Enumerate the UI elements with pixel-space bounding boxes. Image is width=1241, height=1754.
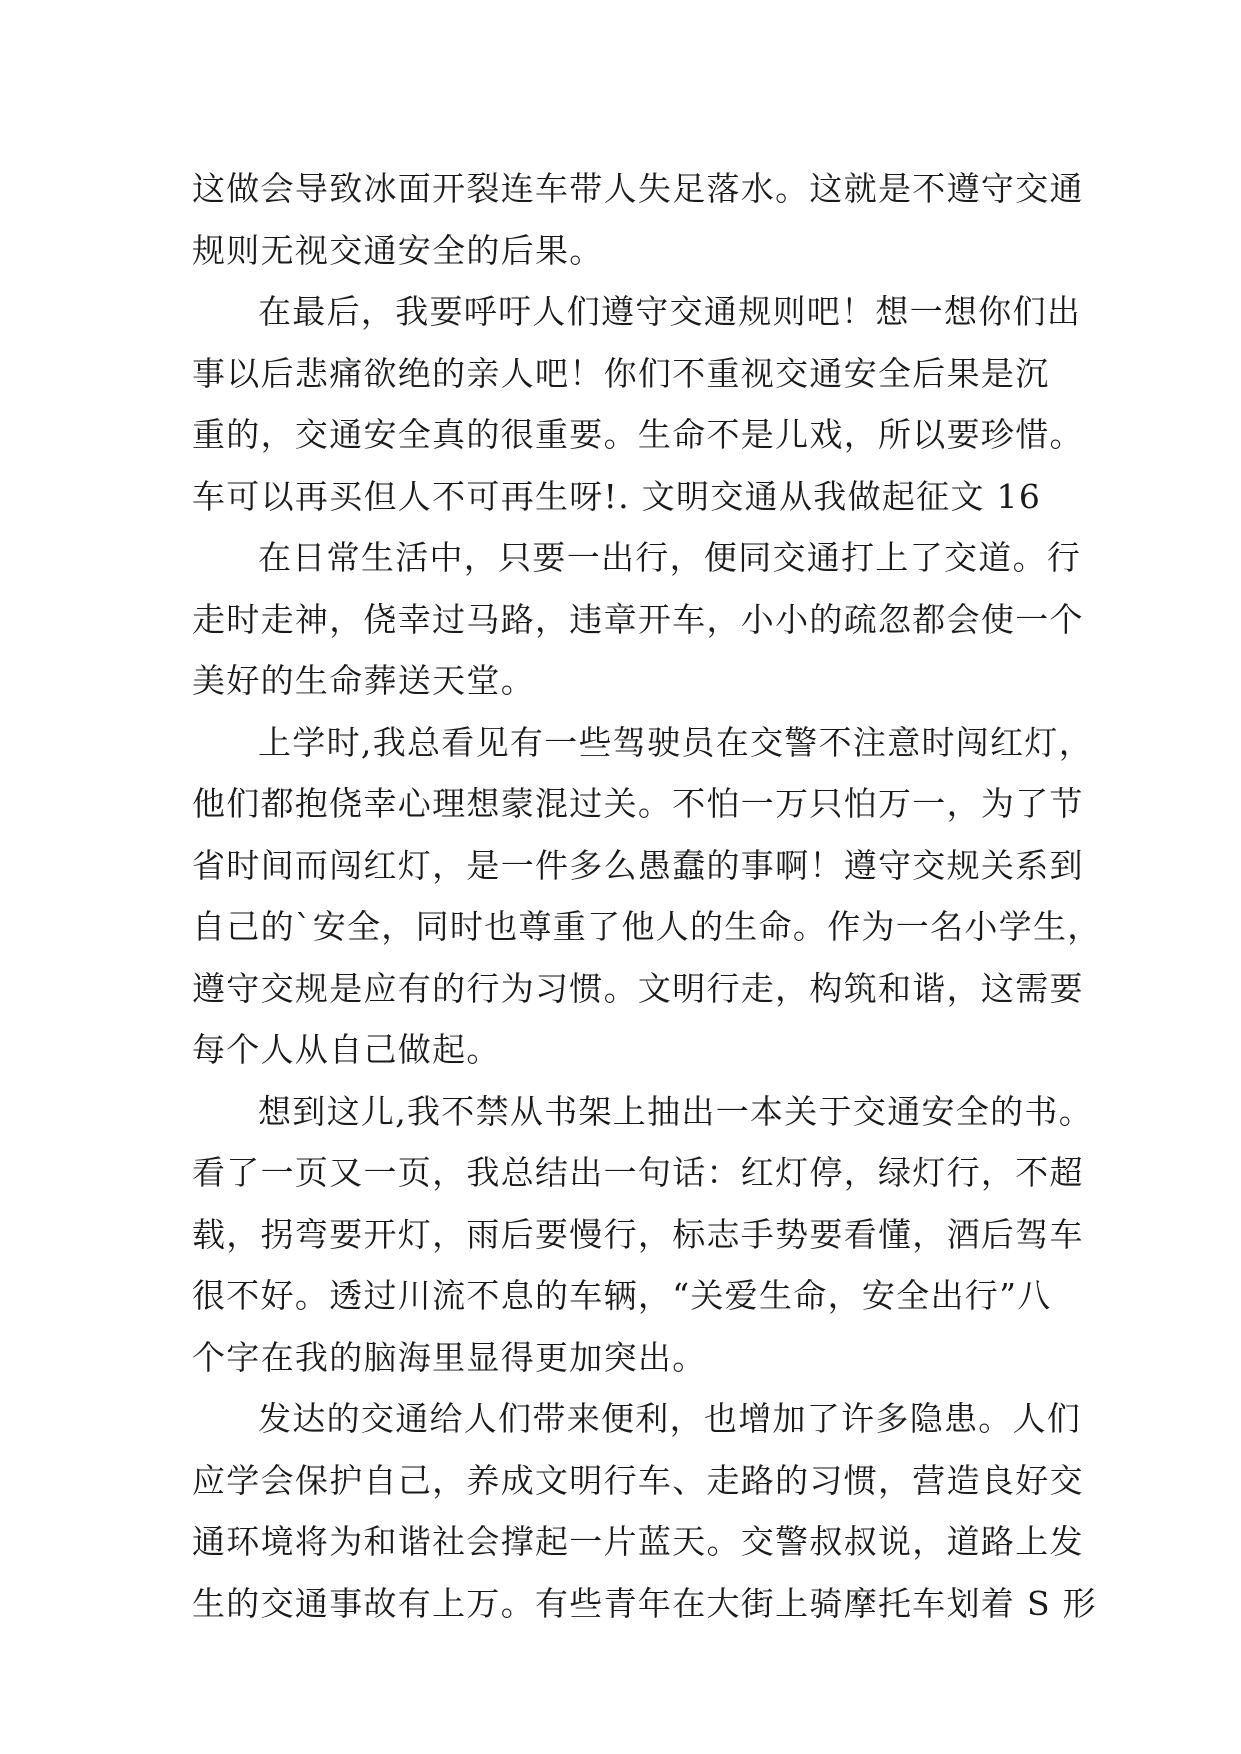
text-line: 载，拐弯要开灯，雨后要慢行，标志手势要看懂，酒后驾车 [192,1214,1084,1254]
text-line: 重的，交通安全真的很重要。生命不是儿戏，所以要珍惜。 [192,415,1084,454]
text-line: 看了一页又一页，我总结出一句话：红灯停，绿灯行，不超 [192,1153,1084,1192]
text-line: 生的交通事故有上万。有些青年在大街上骑摩托车划着 S 形 [192,1583,1097,1623]
text-line: 美好的生命葬送天堂。 [192,661,535,700]
text-line: 车可以再买但人不可再生呀!. 文明交通从我做起征文 16 [192,476,1042,516]
text-line: 规则无视交通安全的后果。 [192,230,604,270]
text-line: 遵守交规是应有的行为习惯。文明行走，构筑和谐，这需要 [192,968,1084,1008]
paragraph-start-line: 在日常生活中，只要一出行，便同交通打上了交道。行 [258,538,1082,577]
text-line: 应学会保护自己，养成文明行车、走路的习惯，营造良好交 [192,1460,1084,1500]
paragraph-start-line: 想到这儿,我不禁从书架上抽出一本关于交通安全的书。 [258,1091,1093,1131]
text-line: 他们都抱侥幸心理想蒙混过关。不怕一万只怕万一，为了节 [192,784,1084,823]
paragraph-start-line: 发达的交通给人们带来便利，也增加了许多隐患。人们 [258,1399,1082,1438]
text-line: 每个人从自己做起。 [192,1030,501,1069]
paragraph-start-line: 在最后，我要呼吁人们遵守交通规则吧！想一想你们出 [258,292,1082,331]
text-line: 走时走神，侥幸过马路，违章开车，小小的疏忽都会使一个 [192,599,1084,639]
text-line: 事以后悲痛欲绝的亲人吧！你们不重视交通安全后果是沉 [192,353,1050,393]
text-line: 省时间而闯红灯，是一件多么愚蠢的事啊！遵守交规关系到 [192,845,1084,885]
text-line: 个字在我的脑海里显得更加突出。 [192,1337,707,1377]
text-line: 自己的`安全，同时也尊重了他人的生命。作为一名小学生， [192,907,1102,946]
text-line: 这做会导致冰面开裂连车带人失足落水。这就是不遵守交通 [192,169,1084,208]
essay-body [192,158,1102,1634]
text-line: 通环境将为和谐社会撑起一片蓝天。交警叔叔说，道路上发 [192,1522,1084,1561]
text-line: 很不好。透过川流不息的车辆，“关爱生命，安全出行”八 [192,1276,1052,1315]
paragraph-start-line: 上学时,我总看见有一些驾驶员在交警不注意时闯红灯， [258,722,1093,762]
